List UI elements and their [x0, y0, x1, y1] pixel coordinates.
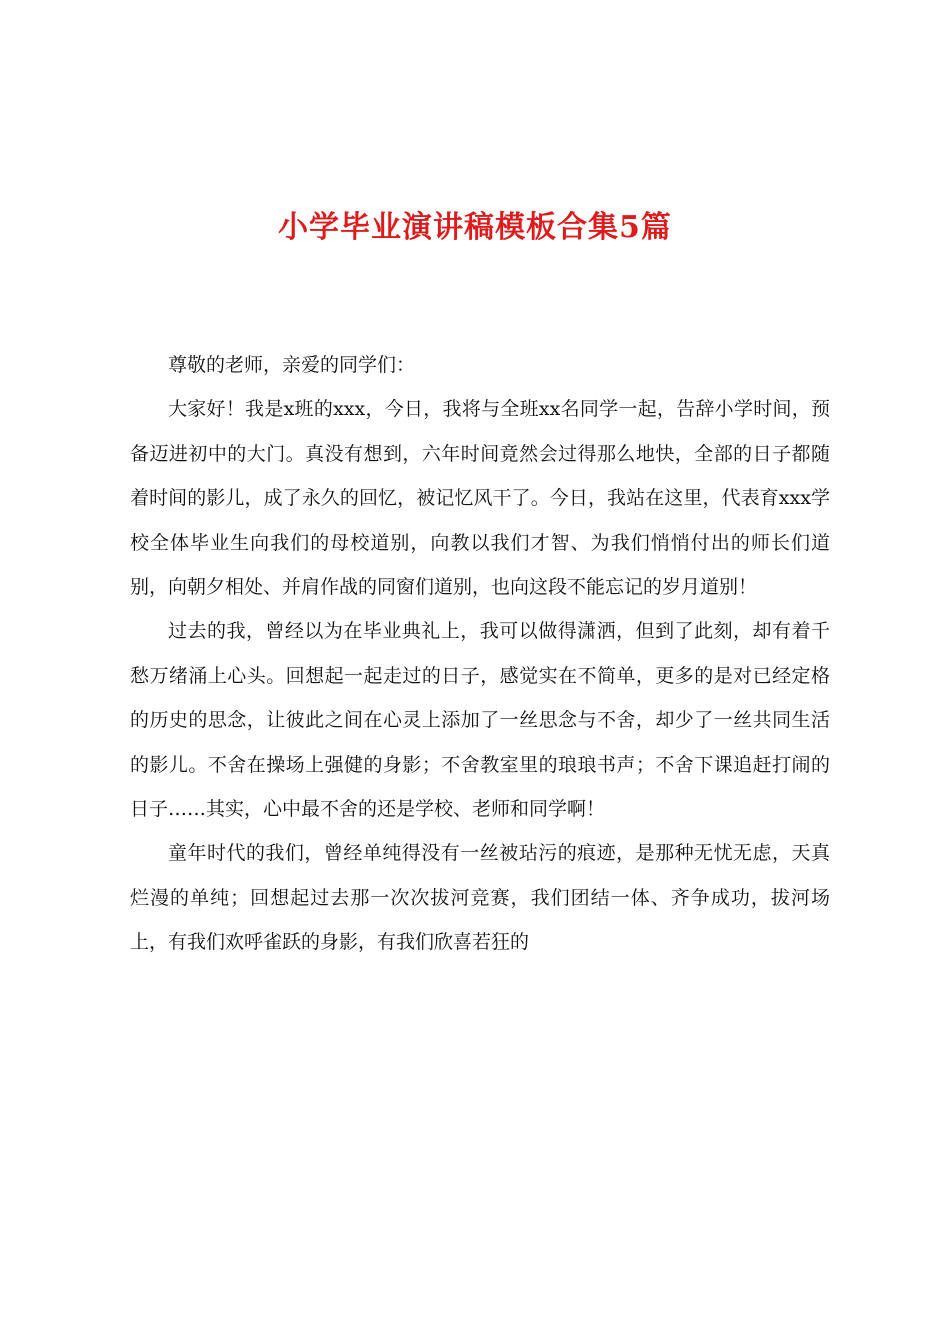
paragraph-2: 过去的我，曾经以为在毕业典礼上，我可以做得潇洒，但到了此刻，却有着千愁万绪涌上心头。回想起一起走过的日子，感觉实在不简单，更多的是对已经定格的历史的思念，让彼此之间在心灵上添加了一丝思念与不舍，却少了一丝共同生活的影儿。不舍在操场上强健的身影；不舍教室里的琅琅书声；不舍下课追赶打闹的日子……其实，心中最不舍的还是学校、老师和同学啊！ — [130, 620, 830, 821]
paragraph-3: 童年时代的我们，曾经单纯得没有一丝被玷污的痕迹，是那种无忧无虑，天真烂漫的单纯；回想起过去那一次次拔河竞赛，我们团结一体、齐争成功，拔河场上，有我们欢呼雀跃的身影，有我们欣喜若狂的 — [130, 842, 830, 954]
document-body — [130, 343, 830, 965]
paragraph-1: 大家好！我是x班的xxx，今日，我将与全班xx名同学一起，告辞小学时间，预备迈进初中的大门。真没有想到，六年时间竟然会过得那么地快，全部的日子都随着时间的影儿，成了永久的回忆，被记忆风干了。今日，我站在这里，代表育xxx学校全体毕业生向我们的母校道别，向教以我们才智、为我们悄悄付出的师长们道别，向朝夕相处、并肩作战的同窗们道别，也向这段不能忘记的岁月道别！ — [130, 398, 830, 599]
document-title: 小学毕业演讲稿模板合集5篇 — [278, 210, 672, 245]
paragraph-salutation: 尊敬的老师，亲爱的同学们： — [168, 354, 416, 376]
